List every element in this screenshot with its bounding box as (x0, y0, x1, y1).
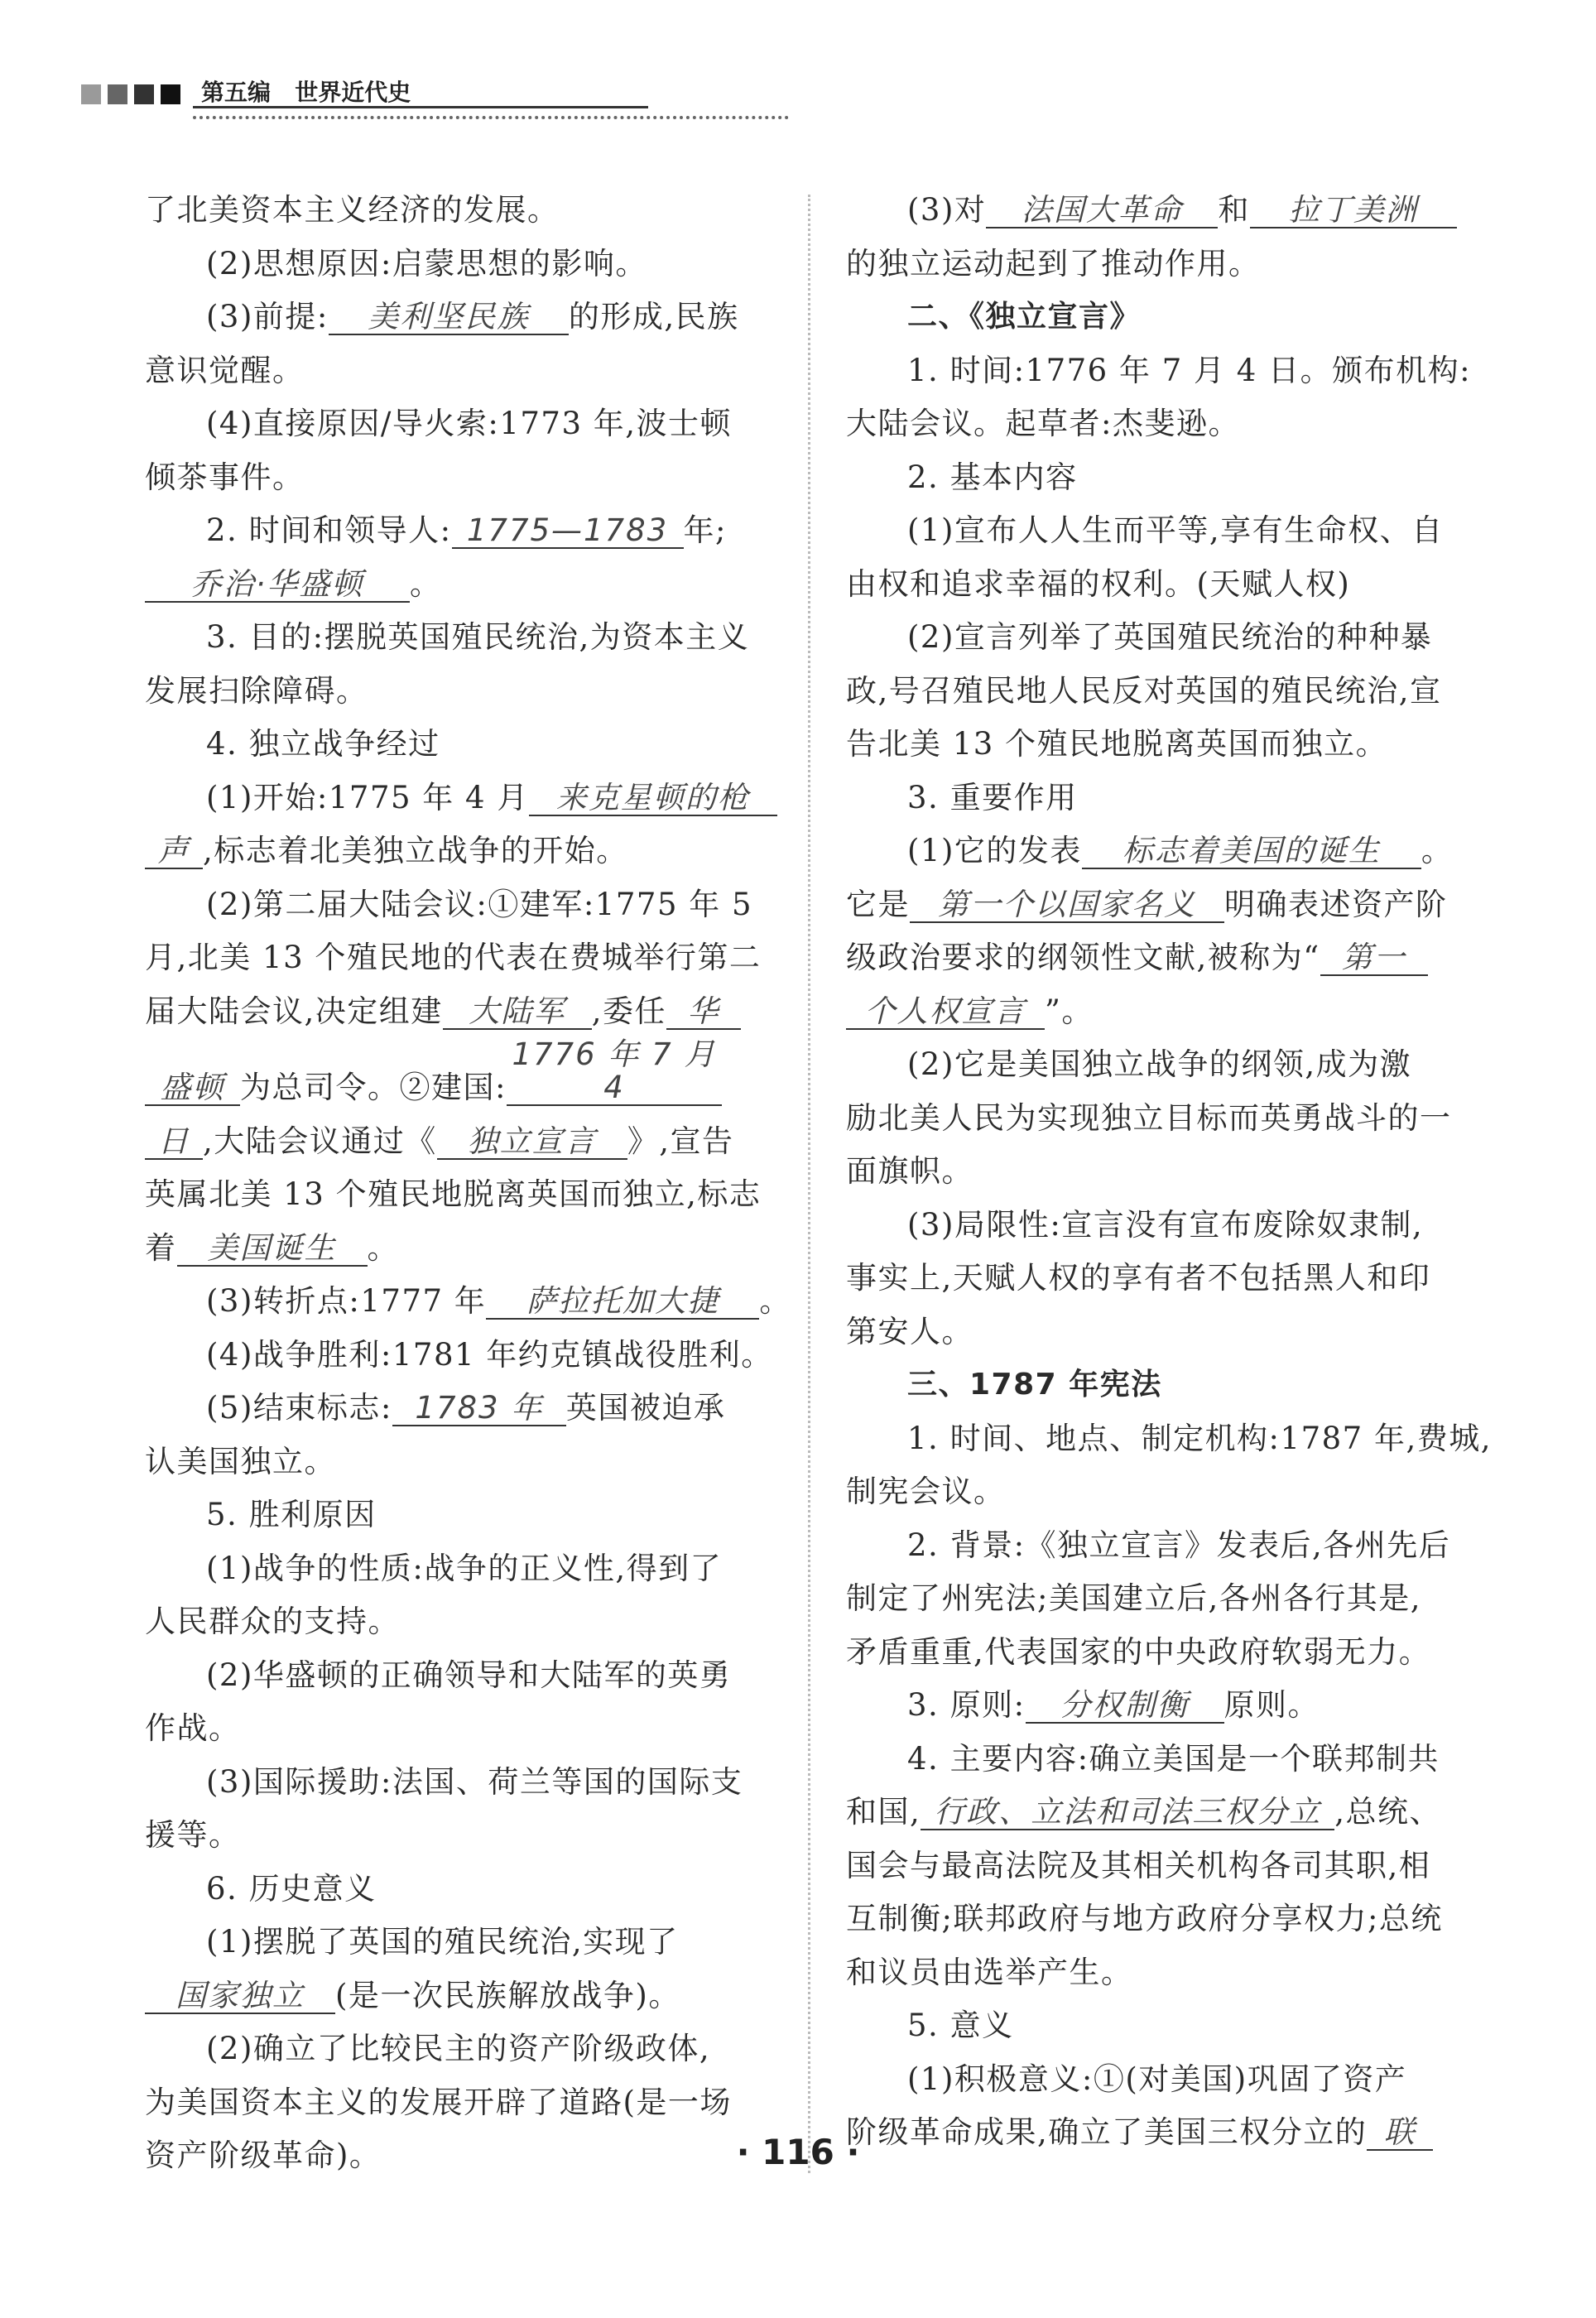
fill-blank-answer: 国家独立 (145, 1979, 335, 2014)
text-fragment: 级政治要求的纲领性文献,被称为“ (846, 940, 1320, 975)
text-line: (2)思想原因:启蒙思想的影响。 (206, 245, 647, 281)
text-fragment: 为总司令。②建国: (240, 1070, 507, 1105)
text-line: 5. 胜利原因 (206, 1497, 377, 1532)
fill-blank-answer: 美利坚民族 (329, 301, 569, 335)
text-line: 意识觉醒。 (145, 352, 305, 388)
text-line (145, 1222, 840, 1276)
text-line (846, 878, 1541, 932)
text-fragment: 2. 时间和领导人: (206, 512, 452, 548)
text-line: (2)第二届大陆会议:①建军:1775 年 5 (206, 886, 753, 922)
text-line (846, 1786, 1541, 1839)
text-fragment: (1)它的发表 (907, 833, 1082, 868)
text-line: 作战。 (145, 1710, 241, 1746)
text-line: (2)华盛顿的正确领导和大陆军的英勇 (206, 1657, 732, 1693)
text-fragment: 。 (759, 1283, 791, 1319)
text-line (145, 985, 840, 1039)
text-line: 和议员由选举产生。 (846, 1954, 1133, 1990)
page-number: · 116 · (736, 2132, 860, 2172)
fill-blank-answer: 乔治·华盛顿 (145, 568, 410, 603)
text-line: (1)宣布人人生而平等,享有生命权、自 (907, 512, 1444, 548)
text-line (145, 1115, 840, 1169)
header-square-icon (108, 84, 127, 104)
text-fragment: (5)结束标志: (206, 1390, 392, 1426)
text-line: 国会与最高法院及其相关机构各司其职,相 (846, 1847, 1431, 1883)
text-line: 认美国独立。 (145, 1443, 336, 1479)
text-fragment: (是一次民族解放战争)。 (335, 1977, 680, 2013)
text-fragment: ,标志着北美独立战争的开始。 (203, 833, 628, 868)
text-line: 2. 基本内容 (907, 459, 1078, 495)
text-line: 了北美资本主义经济的发展。 (145, 192, 560, 228)
text-line: 5. 意义 (907, 2008, 1014, 2043)
text-line (145, 1038, 840, 1115)
fill-blank-answer: 来克星顿的枪 (529, 781, 777, 816)
text-line: 1. 时间:1776 年 7 月 4 日。颁布机构: (907, 352, 1472, 388)
text-line: (4)战争胜利:1781 年约克镇战役胜利。 (206, 1336, 773, 1373)
header-title: 世界近代史 (295, 79, 411, 106)
text-line (846, 985, 1541, 1039)
header-section-label: 第五编 (201, 79, 272, 106)
fill-blank-answer: 大陆军 (443, 995, 592, 1030)
header-square-icon (81, 84, 101, 104)
header-dotted-rule (193, 116, 789, 119)
fill-blank-answer: 声 (145, 834, 203, 869)
text-line: (1)战争的性质:战争的正义性,得到了 (206, 1550, 723, 1586)
text-fragment: 阶级革命成果,确立了美国三权分立的 (846, 2114, 1368, 2150)
text-line: 发展扫除障碍。 (145, 672, 368, 709)
text-fragment: 。 (367, 1229, 399, 1266)
text-line: 3. 目的:摆脱英国殖民统治,为资本主义 (206, 619, 750, 655)
fill-blank-answer: 华 (666, 995, 741, 1030)
text-fragment: 。 (410, 565, 442, 602)
text-line: (4)直接原因/导火索:1773 年,波士顿 (206, 406, 733, 441)
text-line (846, 825, 1541, 878)
left-column (145, 184, 840, 2183)
text-fragment: ”。 (1045, 993, 1094, 1029)
fill-blank-answer: 1776 年 7 月 4 (507, 1038, 722, 1106)
fill-blank-answer: 分权制衡 (1026, 1689, 1224, 1724)
text-line: (1)摆脱了英国的殖民统治,实现了 (206, 1924, 679, 1960)
fill-blank-answer: 日 (145, 1125, 203, 1160)
text-fragment: 英国被迫承 (565, 1390, 726, 1426)
fill-blank-answer: 1775—1783 (452, 514, 684, 549)
text-line: 互制衡;联邦政府与地方政府分享权力;总统 (846, 1901, 1443, 1936)
text-fragment: (3)前提: (206, 299, 329, 334)
fill-blank-answer: 盛顿 (145, 1071, 240, 1106)
text-line: 的独立运动起到了推动作用。 (846, 245, 1261, 281)
fill-blank-answer: 个人权宣言 (846, 995, 1045, 1030)
text-fragment: (1)开始:1775 年 4 月 (206, 779, 529, 815)
text-line: 制宪会议。 (846, 1474, 1006, 1509)
text-fragment: 和国, (846, 1794, 921, 1830)
right-column (846, 184, 1541, 2160)
text-fragment: 原则。 (1223, 1687, 1320, 1723)
text-line: 援等。 (145, 1817, 241, 1853)
text-line: 告北美 13 个殖民地脱离英国而独立。 (846, 726, 1388, 762)
text-line: 4. 主要内容:确立美国是一个联邦制共 (907, 1740, 1440, 1777)
text-line: 倾茶事件。 (145, 459, 305, 495)
text-fragment: 和 (1218, 192, 1250, 228)
text-line (846, 184, 1541, 238)
text-line: (2)它是美国独立战争的纲领,成为激 (907, 1046, 1412, 1082)
header-square-icon (161, 84, 180, 104)
text-line (145, 558, 840, 612)
text-fragment: 》,宣告 (627, 1123, 734, 1159)
text-fragment: 的形成,民族 (568, 299, 739, 334)
text-fragment: 着 (145, 1229, 177, 1266)
text-line: (1)积极意义:①(对美国)巩固了资产 (907, 2061, 1407, 2097)
fill-blank-answer: 联 (1367, 2116, 1433, 2151)
text-line (145, 772, 840, 825)
text-fragment: (3)对 (907, 192, 987, 228)
text-line: 2. 背景:《独立宣言》发表后,各州先后 (907, 1527, 1451, 1563)
text-fragment: 。 (1421, 833, 1454, 868)
text-fragment: 3. 原则: (907, 1687, 1026, 1723)
header-text (201, 75, 411, 108)
text-line (145, 504, 840, 558)
text-line: 矛盾重重,代表国家的中央政府软弱无力。 (846, 1633, 1431, 1670)
text-line (145, 1969, 840, 2023)
header-square-icon (134, 84, 154, 104)
text-line: 3. 重要作用 (907, 779, 1078, 815)
text-fragment: ,大陆会议通过《 (203, 1123, 437, 1159)
text-line: 政,号召殖民地人民反对英国的殖民统治,宣 (846, 672, 1442, 709)
text-line: 人民群众的支持。 (145, 1604, 400, 1639)
text-line: 资产阶级革命)。 (145, 2138, 382, 2173)
text-line (145, 825, 840, 878)
text-line: 1. 时间、地点、制定机构:1787 年,费城, (907, 1420, 1492, 1456)
section-heading: 三、1787 年宪法 (907, 1368, 1162, 1402)
text-line: 6. 历史意义 (206, 1870, 377, 1907)
text-line: (3)国际援助:法国、荷兰等国的国际支 (206, 1763, 743, 1800)
text-fragment: 它是 (846, 886, 910, 922)
text-line: 第安人。 (846, 1313, 973, 1349)
fill-blank-answer: 萨拉托加大捷 (486, 1285, 759, 1320)
fill-blank-answer: 第一 (1320, 941, 1428, 976)
text-fragment: 届大陆会议,决定组建 (145, 993, 443, 1029)
fill-blank-answer: 拉丁美洲 (1250, 194, 1457, 228)
text-line: 面旗帜。 (846, 1153, 973, 1189)
fill-blank-answer: 行政、立法和司法三权分立 (921, 1796, 1334, 1830)
text-line (846, 931, 1541, 985)
fill-blank-answer: 法国大革命 (986, 194, 1218, 228)
running-header (81, 73, 710, 123)
text-line (846, 1679, 1541, 1733)
fill-blank-answer: 第一个以国家名义 (910, 888, 1224, 923)
text-line (145, 291, 840, 344)
text-line: 励北美人民为实现独立目标而英勇战斗的一 (846, 1099, 1452, 1136)
text-line: 月,北美 13 个殖民地的代表在费城举行第二 (145, 940, 762, 975)
fill-blank-answer: 独立宣言 (437, 1125, 627, 1160)
text-line (145, 1275, 840, 1329)
text-fragment: 年; (683, 512, 727, 548)
text-line: 4. 独立战争经过 (206, 726, 440, 762)
fill-blank-answer: 标志着美国的诞生 (1082, 834, 1421, 869)
text-line: 英属北美 13 个殖民地脱离英国而独立,标志 (145, 1176, 762, 1212)
text-line: (2)宣言列举了英国殖民统治的种种暴 (907, 619, 1433, 655)
text-line: 制定了州宪法;美国建立后,各州各行其是, (846, 1580, 1421, 1616)
header-rule (193, 106, 648, 108)
fill-blank-answer: 1783 年 (392, 1392, 566, 1426)
text-fragment: 明确表述资产阶 (1224, 886, 1448, 922)
text-fragment: (3)转折点:1777 年 (206, 1283, 487, 1319)
text-fragment: ,委任 (591, 993, 667, 1029)
text-line: 由权和追求幸福的权利。(天赋人权) (846, 565, 1351, 602)
text-line (145, 1382, 840, 1436)
text-line: 大陆会议。起草者:杰斐逊。 (846, 406, 1240, 441)
text-line: 事实上,天赋人权的享有者不包括黑人和印 (846, 1260, 1431, 1296)
text-fragment: ,总统、 (1334, 1794, 1442, 1830)
section-heading: 二、《独立宣言》 (907, 300, 1142, 334)
fill-blank-answer: 美国诞生 (177, 1232, 368, 1267)
text-line: (3)局限性:宣言没有宣布废除奴隶制, (907, 1206, 1424, 1243)
text-line: (2)确立了比较民主的资产阶级政体, (206, 2031, 711, 2066)
text-line: 为美国资本主义的发展开辟了道路(是一场 (145, 2084, 732, 2120)
